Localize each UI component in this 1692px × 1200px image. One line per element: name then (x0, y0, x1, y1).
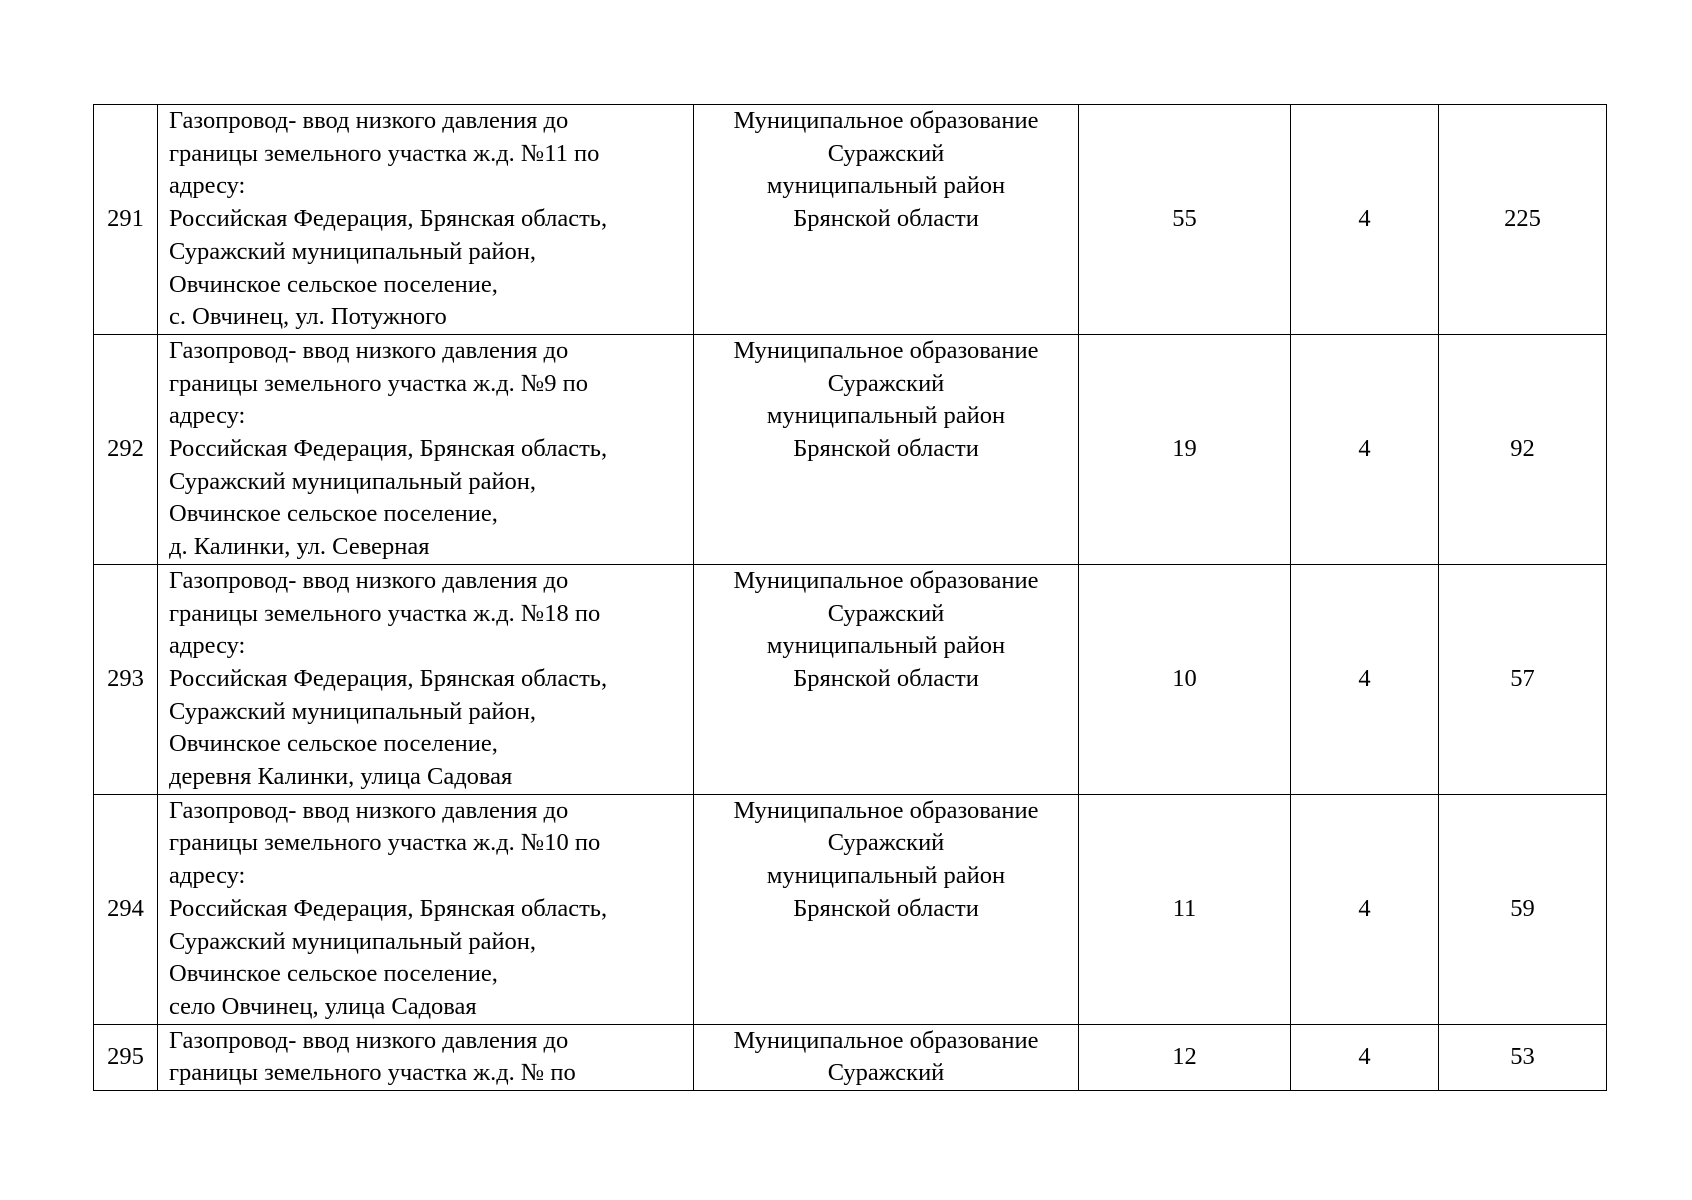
description-line: с. Овчинец, ул. Потужного (169, 303, 447, 331)
description-line: границы земельного участка ж.д. №18 по (169, 599, 601, 627)
description-line: Российская Федерация, Брянская область, (169, 205, 608, 233)
object-description (158, 1024, 694, 1090)
object-description (158, 105, 694, 335)
owner-cell (694, 334, 1079, 564)
object-description (158, 564, 694, 794)
owner-line: муниципальный район (766, 632, 1006, 660)
value-cell-b: 4 (1291, 334, 1439, 564)
table-row (94, 334, 1607, 564)
owner-line: Брянской области (793, 205, 979, 233)
table-row (94, 794, 1607, 1024)
table-row (94, 564, 1607, 794)
owner-line: Муниципальное образование (733, 107, 1039, 134)
description-line: границы земельного участка ж.д. №11 по (169, 139, 600, 167)
description-line: село Овчинец, улица Садовая (169, 992, 477, 1020)
description-line: Суражский муниципальный район, (169, 697, 537, 725)
value-cell-a: 10 (1079, 564, 1291, 794)
owner-line: Суражский (827, 829, 945, 857)
owner-cell (694, 105, 1079, 335)
row-number: 294 (94, 794, 158, 1024)
row-number: 291 (94, 105, 158, 335)
value-cell-c: 59 (1439, 794, 1607, 1024)
description-line: Овчинское сельское поселение, (169, 730, 498, 758)
value-cell-b: 4 (1291, 564, 1439, 794)
description-line: Суражский муниципальный район, (169, 237, 537, 265)
description-line: деревня Калинки, улица Садовая (169, 763, 513, 791)
owner-line: Брянской области (793, 435, 979, 463)
description-line: адресу: (169, 632, 246, 660)
owner-line: Суражский (827, 599, 945, 627)
owner-line: Суражский (827, 139, 945, 167)
description-line: адресу: (169, 402, 246, 430)
row-number: 292 (94, 334, 158, 564)
description-line: Суражский муниципальный район, (169, 467, 537, 495)
value-cell-b: 4 (1291, 1024, 1439, 1090)
description-line: Овчинское сельское поселение, (169, 500, 498, 528)
description-line: Российская Федерация, Брянская область, (169, 435, 608, 463)
table-row (94, 105, 1607, 335)
owner-line: Муниципальное образование (733, 566, 1039, 594)
value-cell-a: 11 (1079, 794, 1291, 1024)
description-line: д. Калинки, ул. Северная (169, 533, 430, 561)
owner-line: Брянской области (793, 894, 979, 922)
description-line: Газопровод- ввод низкого давления до (169, 107, 569, 134)
object-description (158, 334, 694, 564)
description-line: Российская Федерация, Брянская область, (169, 664, 608, 692)
table-row (94, 1024, 1607, 1090)
owner-line: Муниципальное образование (733, 1026, 1039, 1054)
owner-line: муниципальный район (766, 172, 1006, 200)
description-line: Суражский муниципальный район, (169, 927, 537, 955)
owner-line: Суражский (827, 1059, 945, 1087)
owner-cell (694, 564, 1079, 794)
description-line: Овчинское сельское поселение, (169, 270, 498, 298)
row-number: 295 (94, 1024, 158, 1090)
value-cell-c: 225 (1439, 105, 1607, 335)
value-cell-a: 55 (1079, 105, 1291, 335)
owner-line: Муниципальное образование (733, 336, 1039, 364)
value-cell-a: 19 (1079, 334, 1291, 564)
description-line: адресу: (169, 172, 246, 200)
owner-line: муниципальный район (766, 862, 1006, 890)
description-line: адресу: (169, 862, 246, 890)
description-line: Российская Федерация, Брянская область, (169, 894, 608, 922)
description-line: границы земельного участка ж.д. №10 по (169, 829, 601, 857)
description-line: границы земельного участка ж.д. №9 по (169, 369, 589, 397)
value-cell-b: 4 (1291, 794, 1439, 1024)
owner-cell (694, 794, 1079, 1024)
value-cell-b: 4 (1291, 105, 1439, 335)
description-line: Газопровод- ввод низкого давления до (169, 796, 569, 824)
registry-table (93, 104, 1607, 1091)
value-cell-a: 12 (1079, 1024, 1291, 1090)
table-body (94, 105, 1607, 1091)
value-cell-c: 92 (1439, 334, 1607, 564)
value-cell-c: 53 (1439, 1024, 1607, 1090)
owner-line: Муниципальное образование (733, 796, 1039, 824)
owner-cell (694, 1024, 1079, 1090)
description-line: Овчинское сельское поселение, (169, 960, 498, 988)
owner-line: Суражский (827, 369, 945, 397)
description-line: Газопровод- ввод низкого давления до (169, 566, 569, 594)
owner-line: муниципальный район (766, 402, 1006, 430)
row-number: 293 (94, 564, 158, 794)
object-description (158, 794, 694, 1024)
value-cell-c: 57 (1439, 564, 1607, 794)
description-line: Газопровод- ввод низкого давления до (169, 336, 569, 364)
description-line: границы земельного участка ж.д. № по (169, 1059, 576, 1087)
description-line: Газопровод- ввод низкого давления до (169, 1026, 569, 1054)
owner-line: Брянской области (793, 664, 979, 692)
